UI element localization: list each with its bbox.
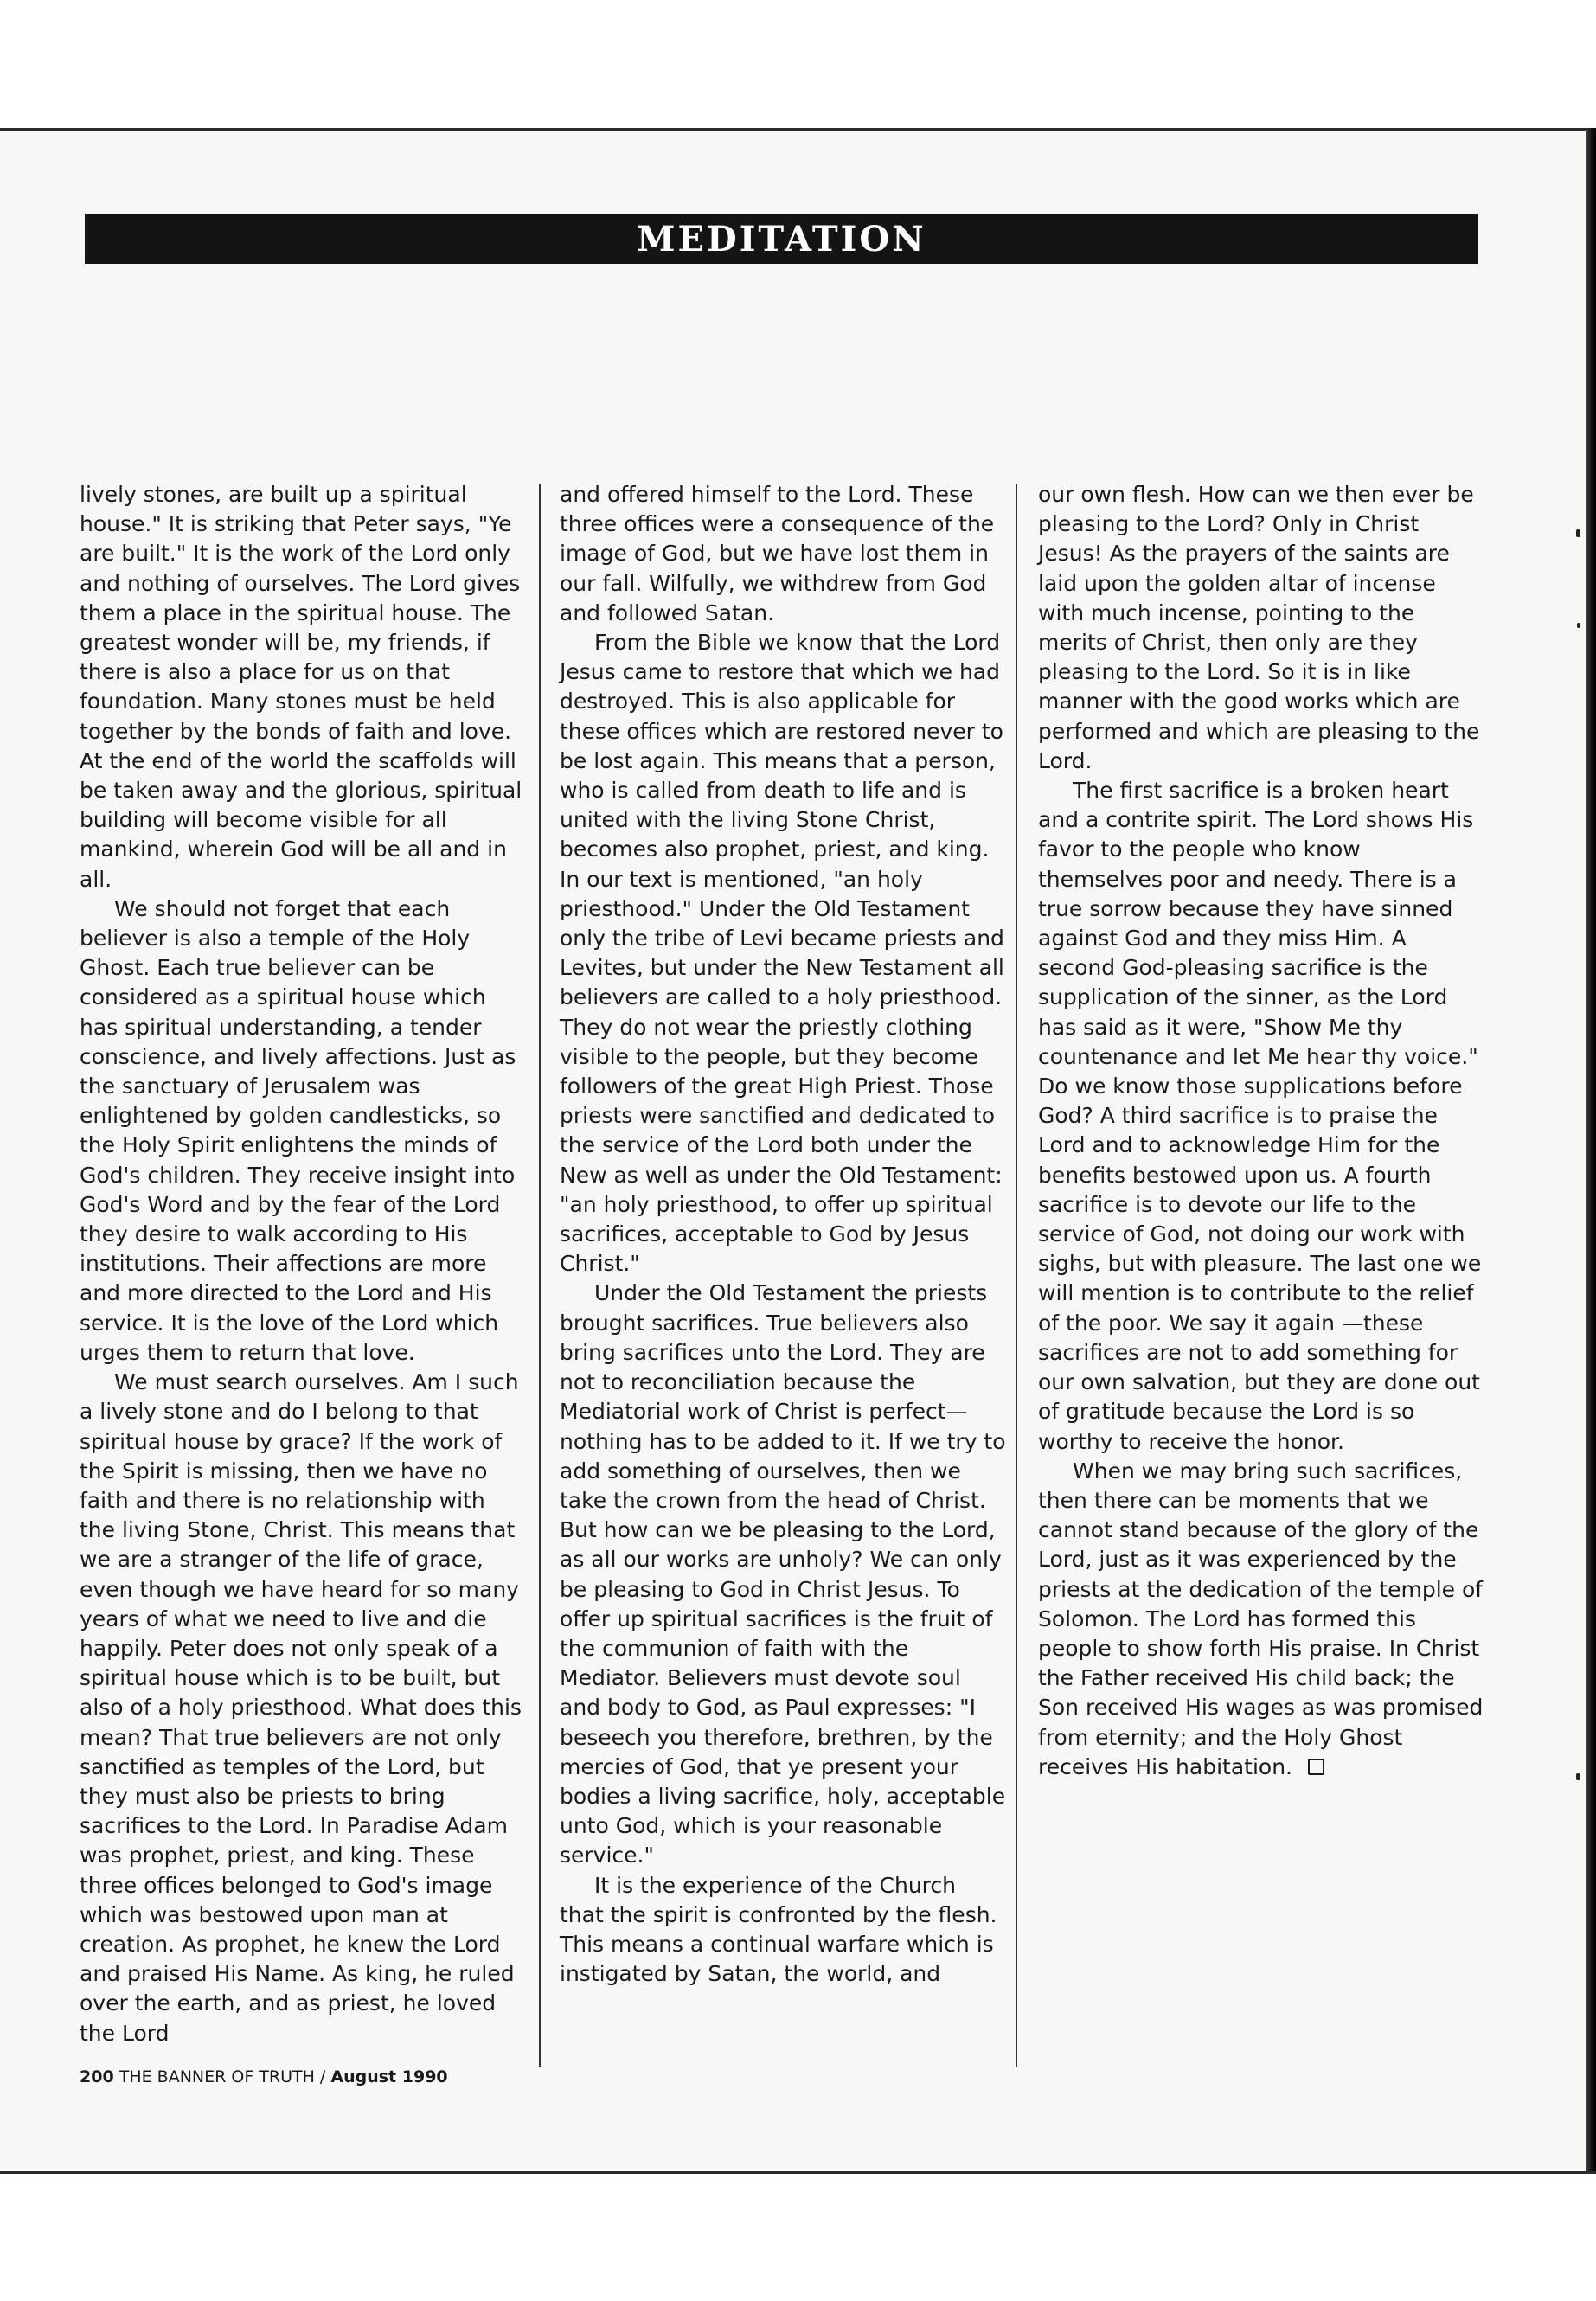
column-divider: [1016, 484, 1017, 2067]
column-divider: [539, 484, 541, 2067]
paragraph: Under the Old Testament the priests brought sacrifices. True believers also bring sacrifices unto the Lord. They are not to reconciliation because the Mediatorial work of Christ is perfect—nothing has to be added to it. If we try to add something of ourselves, then we take the crown from the head of Christ. But how can we be pleasing to the Lord, as all our works are unholy? We can only be pleasing to God in Christ Jesus. To offer up spiritual sacrifices is the fruit of the communion of faith with the Mediator. Believers must devote soul and body to God, as Paul expresses: "I beseech you therefore, brethren, by the mercies of God, that ye present your bodies a living sacrifice, holy, acceptable unto God, which is your reasonable service.": [560, 1280, 1006, 1868]
scan-edge-right: [1586, 128, 1596, 2174]
issue-date: August 1990: [330, 2067, 448, 2086]
paragraph: and offered himself to the Lord. These three offices were a consequence of the image of God, but we have lost them in our fall. Wilfully, we withdrew from God and followed Satan.: [560, 482, 995, 625]
paragraph: lively stones, are built up a spiritual house." It is striking that Peter says, "Ye are built." It is the work of the Lord only and nothing of ourselves. The Lord gives them a place in the spiritual house. The greatest wonder will be, my friends, if there is also a place for us on that foundation. Many stones must be held together by the bonds of faith and love. At the end of the world the scaffolds will be taken away and the glorious, spiritual building will become visible for all mankind, wherein God will be all and in all.: [80, 482, 522, 892]
section-header: [85, 214, 1478, 264]
text-column-2: [560, 480, 1006, 1989]
paragraph: our own flesh. How can we then ever be pleasing to the Lord? Only in Christ Jesus! As the prayers of the saints are laid upon the golden altar of incense with much incense, pointing to the merits of Christ, then only are they pleasing to the Lord. So it is in like manner with the good works which are performed and which are pleasing to the Lord.: [1038, 482, 1480, 773]
paragraph: We must search ourselves. Am I such a lively stone and do I belong to that spiritual house by grace? If the work of the Spirit is missing, then we have no faith and there is no relationship with the living Stone, Christ. This means that we are a stranger of the life of grace, even though we have heard for so many years of what we need to live and die happily. Peter does not only speak of a spiritual house which is to be built, but also of a holy priesthood. What does this mean? That true believers are not only sanctified as temples of the Lord, but they must also be priests to bring sacrifices to the Lord. In Paradise Adam was prophet, priest, and king. These three offices belonged to God's image which was bestowed upon man at creation. As prophet, he knew the Lord and praised His Name. As king, he ruled over the earth, and as priest, he loved the Lord: [80, 1369, 522, 2046]
scan-speck: [1577, 623, 1580, 628]
paragraph: We should not forget that each believer is also a temple of the Holy Ghost. Each true believer can be considered as a spiritual house which has spiritual understanding, a tender conscience, and lively affections. Just as the sanctuary of Jerusalem was enlightened by golden candlesticks, so the Holy Spirit enlightens the minds of God's children. They receive insight into God's Word and by the fear of the Lord they desire to walk according to His institutions. Their affections are more and more directed to the Lord and His service. It is the love of the Lord which urges them to return that love.: [80, 895, 516, 1365]
section-title: MEDITATION: [637, 218, 926, 260]
text-column-1: [80, 480, 526, 2048]
paragraph: From the Bible we know that the Lord Jesus came to restore that which we had destroyed. This is also applicable for these offices which are restored never to be lost again. This means that a person, who is called from death to life and is united with the living Stone Christ, becomes also prophet, priest, and king. In our text is mentioned, "an holy priesthood." Under the Old Testament only the tribe of Levi became priests and Levites, but under the New Testament all believers are called to a holy priesthood. They do not wear the priestly clothing visible to the people, but they become followers of the great High Priest. Those priests were sanctified and dedicated to the service of the Lord both under the New as well as under the Old Testament: "an holy priesthood, to offer up spiritual sacrifices, acceptable to God by Jesus Christ.": [560, 630, 1004, 1277]
page-footer: [80, 2067, 448, 2086]
publication-name: THE BANNER OF TRUTH /: [119, 2067, 326, 2086]
scan-speck: [1576, 529, 1580, 537]
paragraph: [1038, 1457, 1484, 1782]
end-of-article-icon: [1308, 1759, 1324, 1775]
paragraph-text: When we may bring such sacrifices, then there can be moments that we cannot stand because of the glory of the Lord, just as it was experienced by the priests at the dedication of the temple of Solomon. The Lord has formed this people to show forth His praise. In Christ the Father received His child back; the Son received His wages as was promised from eternity; and the Holy Ghost receives His habitation.: [1038, 1458, 1484, 1779]
paragraph: It is the experience of the Church that the spirit is confronted by the flesh. This means a continual warfare which is instigated by Satan, the world, and: [560, 1872, 997, 1987]
scan-edge-bottom: [0, 2171, 1596, 2174]
scan-speck: [1576, 1773, 1580, 1780]
page-number: 200: [80, 2067, 114, 2086]
paragraph: The first sacrifice is a broken heart and a contrite spirit. The Lord shows His favor to the people who know themselves poor and needy. There is a true sorrow because they have sinned against God and they miss Him. A second God-pleasing sacrifice is the supplication of the sinner, as the Lord has said as it were, "Show Me thy countenance and let Me hear thy voice." Do we know those supplications before God? A third sacrifice is to praise the Lord and to acknowledge Him for the benefits bestowed upon us. A fourth sacrifice is to devote our life to the service of God, not doing our work with sighs, but with pleasure. The last one we will mention is to contribute to the relief of the poor. We say it again —these sacrifices are not to add something for our own salvation, but they are done out of gratitude because the Lord is so worthy to receive the honor.: [1038, 778, 1482, 1454]
text-column-3: [1038, 480, 1484, 1782]
